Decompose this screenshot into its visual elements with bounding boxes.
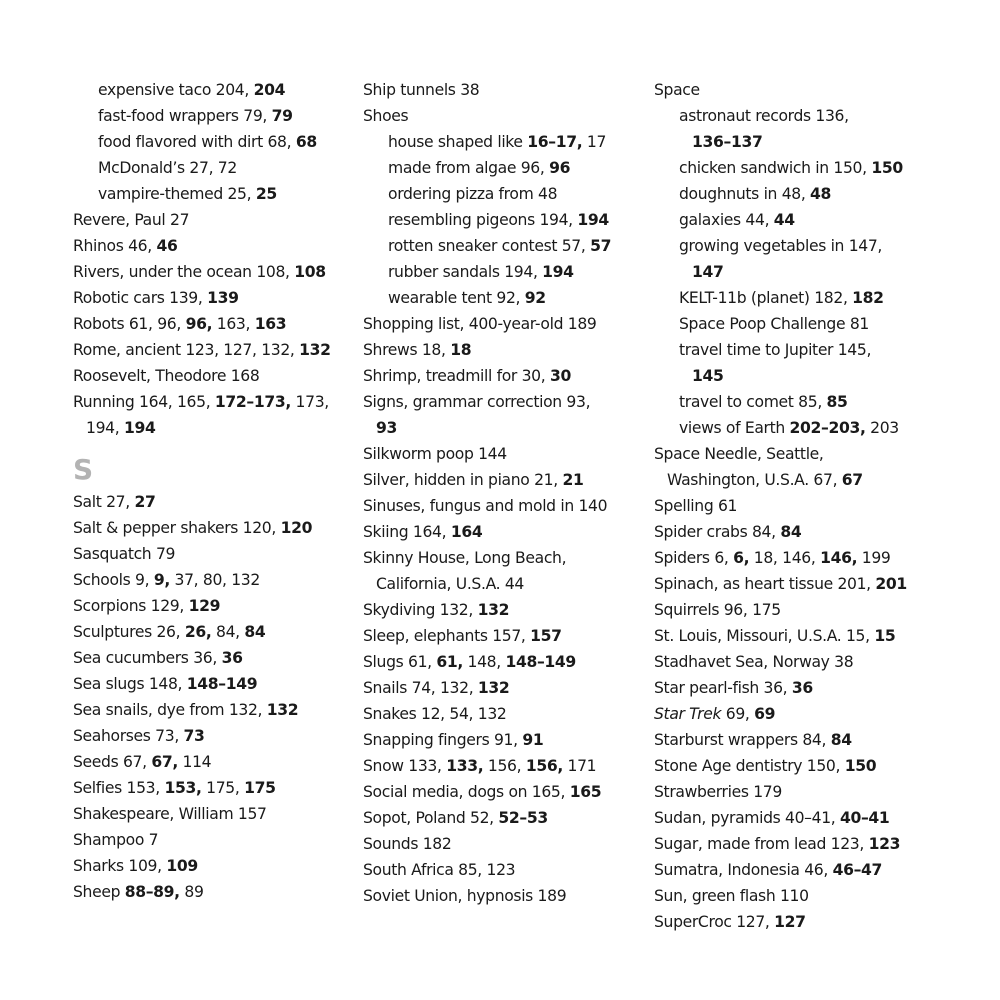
entry-text: Strawberries 179 (654, 783, 782, 801)
page-ref-bold: 148–149 (505, 653, 576, 671)
page-ref-bold: 139 (207, 289, 239, 307)
page-ref-bold: 194 (542, 263, 574, 281)
entry-text: Spider crabs 84, (654, 523, 781, 541)
index-entry (654, 753, 954, 779)
index-column-1 (73, 77, 355, 905)
title-italic: Star Trek (654, 705, 722, 723)
page-ref-bold: 133, (446, 757, 484, 775)
index-subentry (654, 337, 954, 363)
page-ref-bold: 26, (184, 623, 212, 641)
index-subentry (363, 207, 648, 233)
page-ref-bold: 36 (221, 649, 243, 667)
entry-text: Skinny House, Long Beach, (363, 549, 567, 567)
entry-text: 37, 80, 132 (169, 571, 260, 589)
page-ref-bold: 132 (477, 601, 510, 619)
entry-text: Spelling 61 (654, 497, 738, 515)
index-entry (73, 593, 355, 619)
entry-text: Salt & pepper shakers 120, (73, 519, 281, 537)
entry-text: Washington, U.S.A. 67, (667, 471, 842, 489)
entry-text: Selfies 153, (73, 779, 165, 797)
index-subentry (73, 103, 355, 129)
entry-text: travel to comet 85, (679, 393, 827, 411)
index-entry (73, 515, 355, 541)
entry-text: Scorpions 129, (73, 597, 189, 615)
entry-text: Schools 9, (73, 571, 154, 589)
index-entry (73, 801, 355, 827)
index-entry (73, 311, 355, 337)
index-entry (654, 805, 954, 831)
entry-text: rotten sneaker contest 57, (388, 237, 591, 255)
page-ref-bold: 27 (134, 493, 156, 511)
index-column-2 (363, 77, 648, 909)
entry-text: Salt 27, (73, 493, 135, 511)
page-ref-bold: 150 (844, 757, 877, 775)
entry-text: Slugs 61, (363, 653, 437, 671)
index-subentry (654, 415, 954, 441)
index-entry (73, 337, 355, 363)
entry-text: 199 (857, 549, 891, 567)
index-entry (363, 597, 648, 623)
index-entry (73, 853, 355, 879)
index-subentry (73, 181, 355, 207)
index-entry (654, 649, 954, 675)
entry-text: 18, 146, (749, 549, 821, 567)
entry-text: growing vegetables in 147, (679, 237, 883, 255)
index-subentry (654, 155, 954, 181)
entry-text: McDonald’s 27, 72 (98, 159, 237, 177)
index-entry (363, 77, 648, 103)
entry-text: 84, (211, 623, 245, 641)
index-entry (73, 233, 355, 259)
index-entry (73, 567, 355, 593)
index-entry (654, 883, 954, 909)
page-ref-bold: 92 (524, 289, 546, 307)
index-entry (363, 103, 648, 129)
page-ref-bold: 132 (266, 701, 299, 719)
index-entry-continuation (654, 467, 954, 493)
entry-text: Shampoo 7 (73, 831, 159, 849)
page-ref-bold: 157 (530, 627, 562, 645)
index-subentry (654, 285, 954, 311)
entry-text: travel time to Jupiter 145, (679, 341, 872, 359)
index-entry (73, 671, 355, 697)
page-ref-bold: 96, (185, 315, 213, 333)
page-ref-bold: 175 (244, 779, 276, 797)
index-entry (73, 749, 355, 775)
index-subentry (654, 103, 954, 129)
entry-text: Rhinos 46, (73, 237, 157, 255)
index-entry (363, 805, 648, 831)
section-letter-heading: S (73, 453, 94, 486)
entry-text: chicken sandwich in 150, (679, 159, 872, 177)
entry-text: wearable tent 92, (388, 289, 525, 307)
index-entry (73, 207, 355, 233)
entry-text: Social media, dogs on 165, (363, 783, 570, 801)
page-ref-bold: 93 (376, 419, 398, 437)
page-ref-bold: 68 (295, 133, 317, 151)
entry-text: 175, (201, 779, 245, 797)
entry-text: Sasquatch 79 (73, 545, 176, 563)
entry-text: Sounds 182 (363, 835, 452, 853)
page-ref-bold: 129 (188, 597, 221, 615)
entry-text: Star pearl-fish 36, (654, 679, 792, 697)
entry-text: Starburst wrappers 84, (654, 731, 831, 749)
index-subentry (363, 285, 648, 311)
entry-text: made from algae 96, (388, 159, 550, 177)
entry-text: ordering pizza from 48 (388, 185, 558, 203)
entry-text: Stone Age dentistry 150, (654, 757, 845, 775)
index-column-3 (654, 77, 954, 935)
index-entry (654, 77, 954, 103)
index-entry (654, 675, 954, 701)
page-ref-bold: 146, (820, 549, 858, 567)
page-ref-bold: 16–17, (527, 133, 583, 151)
page-ref-bold: 57 (590, 237, 612, 255)
page-ref-bold: 172–173, (214, 393, 291, 411)
page-ref-bold: 120 (280, 519, 313, 537)
entry-text: 173, (290, 393, 329, 411)
entry-text: 148, (462, 653, 506, 671)
index-subentry-continuation (654, 129, 954, 155)
index-subentry-continuation (654, 259, 954, 285)
entry-text: Shoes (363, 107, 409, 125)
entry-text: Sugar, made from lead 123, (654, 835, 869, 853)
page-ref-bold: 61, (436, 653, 463, 671)
entry-text: Space (654, 81, 700, 99)
entry-text: views of Earth (679, 419, 790, 437)
entry-text: Soviet Union, hypnosis 189 (363, 887, 567, 905)
index-entry (73, 775, 355, 801)
index-entry (363, 883, 648, 909)
entry-text: food flavored with dirt 68, (98, 133, 296, 151)
index-entry (654, 623, 954, 649)
index-entry (654, 727, 954, 753)
index-entry (654, 701, 954, 727)
entry-text: 17 (582, 133, 607, 151)
entry-text: Sea snails, dye from 132, (73, 701, 267, 719)
index-entry (654, 857, 954, 883)
entry-text: 194, (86, 419, 124, 437)
index-entry (363, 649, 648, 675)
page-ref-bold: 21 (562, 471, 584, 489)
entry-text: Sculptures 26, (73, 623, 185, 641)
index-entry-continuation (363, 571, 648, 597)
index-entry (654, 545, 954, 571)
index-entry (363, 337, 648, 363)
index-entry (654, 597, 954, 623)
index-entry (73, 541, 355, 567)
index-entry (363, 727, 648, 753)
index-subentry (73, 129, 355, 155)
index-subentry-continuation (654, 363, 954, 389)
page-ref-bold: 67, (151, 753, 178, 771)
page-ref-bold: 163 (254, 315, 287, 333)
entry-text: Shopping list, 400-year-old 189 (363, 315, 597, 333)
index-entry (654, 441, 954, 467)
page-ref-bold: 84 (780, 523, 802, 541)
page-ref-bold: 153, (164, 779, 202, 797)
page-ref-bold: 194 (123, 419, 156, 437)
index-subentry (363, 181, 648, 207)
page-ref-bold: 84 (244, 623, 266, 641)
entry-text: 69, (721, 705, 755, 723)
index-entry (73, 879, 355, 905)
entry-text: Spiders 6, (654, 549, 734, 567)
entry-text: Running 164, 165, (73, 393, 215, 411)
entry-text: KELT-11b (planet) 182, (679, 289, 853, 307)
index-subentry (363, 233, 648, 259)
entry-text: resembling pigeons 194, (388, 211, 578, 229)
page-ref-bold: 9, (153, 571, 170, 589)
page-ref-bold: 79 (271, 107, 293, 125)
page-ref-bold: 73 (183, 727, 205, 745)
page-ref-bold: 164 (450, 523, 483, 541)
page-ref-bold: 52–53 (498, 809, 548, 827)
index-subentry (363, 259, 648, 285)
page-ref-bold: 109 (166, 857, 198, 875)
page-ref-bold: 67 (841, 471, 863, 489)
entry-text: Snow 133, (363, 757, 447, 775)
entry-text: Ship tunnels 38 (363, 81, 480, 99)
index-entry (73, 489, 355, 515)
index-entry (363, 831, 648, 857)
entry-text: house shaped like (388, 133, 528, 151)
entry-text: Spinach, as heart tissue 201, (654, 575, 876, 593)
page-ref-bold: 69 (754, 705, 776, 723)
index-subentry (73, 155, 355, 181)
entry-text: Sheep (73, 883, 125, 901)
page-ref-bold: 15 (874, 627, 896, 645)
page-ref-bold: 147 (692, 263, 724, 281)
entry-text: Snails 74, 132, (363, 679, 478, 697)
index-entry (654, 519, 954, 545)
entry-text: California, U.S.A. 44 (376, 575, 524, 593)
entry-text: SuperCroc 127, (654, 913, 775, 931)
index-entry (363, 389, 648, 415)
index-entry (363, 311, 648, 337)
index-entry (73, 827, 355, 853)
page-ref-bold: 201 (875, 575, 907, 593)
page-ref-bold: 6, (733, 549, 750, 567)
entry-text: 171 (562, 757, 597, 775)
entry-text: Seahorses 73, (73, 727, 184, 745)
entry-text: Signs, grammar correction 93, (363, 393, 591, 411)
entry-text: Shakespeare, William 157 (73, 805, 267, 823)
page-ref-bold: 48 (810, 185, 832, 203)
entry-text: Sinuses, fungus and mold in 140 (363, 497, 608, 515)
page-ref-bold: 84 (830, 731, 852, 749)
index-subentry (73, 77, 355, 103)
entry-text: Sumatra, Indonesia 46, (654, 861, 833, 879)
index-subentry (363, 129, 648, 155)
entry-text: Revere, Paul 27 (73, 211, 190, 229)
index-entry (73, 723, 355, 749)
entry-text: Skydiving 132, (363, 601, 478, 619)
index-entry (363, 441, 648, 467)
entry-text: Sun, green flash 110 (654, 887, 809, 905)
entry-text: Snapping fingers 91, (363, 731, 523, 749)
page-ref-bold: 132 (477, 679, 510, 697)
index-subentry (654, 311, 954, 337)
page-ref-bold: 44 (773, 211, 795, 229)
entry-text: Skiing 164, (363, 523, 451, 541)
page-ref-bold: 18 (450, 341, 472, 359)
page-ref-bold: 88–89, (124, 883, 180, 901)
entry-text: Space Poop Challenge 81 (679, 315, 869, 333)
entry-text: Sharks 109, (73, 857, 167, 875)
index-entry (73, 645, 355, 671)
index-entry (363, 701, 648, 727)
entry-text: Squirrels 96, 175 (654, 601, 781, 619)
page-ref-bold: 46 (156, 237, 178, 255)
entry-text: doughnuts in 48, (679, 185, 811, 203)
page-ref-bold: 165 (569, 783, 602, 801)
page-ref-bold: 30 (549, 367, 571, 385)
index-entry-continuation (363, 415, 648, 441)
entry-text: Roosevelt, Theodore 168 (73, 367, 260, 385)
entry-text: Seeds 67, (73, 753, 152, 771)
page-ref-bold: 156, (525, 757, 563, 775)
page-ref-bold: 145 (692, 367, 724, 385)
page-ref-bold: 127 (774, 913, 806, 931)
page-ref-bold: 194 (577, 211, 609, 229)
entry-text: Sleep, elephants 157, (363, 627, 531, 645)
entry-text: 114 (177, 753, 212, 771)
index-entry (363, 519, 648, 545)
page-ref-bold: 202–203, (789, 419, 866, 437)
page-ref-bold: 40–41 (839, 809, 890, 827)
index-entry (363, 493, 648, 519)
index-entry (654, 831, 954, 857)
page-ref-bold: 136–137 (692, 133, 763, 151)
entry-text: Robotic cars 139, (73, 289, 208, 307)
page-ref-bold: 91 (522, 731, 544, 749)
index-entry (73, 619, 355, 645)
page-ref-bold: 108 (294, 263, 326, 281)
entry-text: South Africa 85, 123 (363, 861, 516, 879)
index-subentry (654, 181, 954, 207)
index-entry (363, 857, 648, 883)
entry-text: Sudan, pyramids 40–41, (654, 809, 840, 827)
entry-text: astronaut records 136, (679, 107, 849, 125)
index-entry (363, 779, 648, 805)
entry-text: Robots 61, 96, (73, 315, 186, 333)
entry-text: 89 (179, 883, 204, 901)
entry-text: St. Louis, Missouri, U.S.A. 15, (654, 627, 875, 645)
index-subentry (363, 155, 648, 181)
index-entry (654, 493, 954, 519)
index-entry (363, 675, 648, 701)
entry-text: Rome, ancient 123, 127, 132, (73, 341, 300, 359)
index-entry (73, 697, 355, 723)
index-entry (73, 259, 355, 285)
page-ref-bold: 25 (255, 185, 277, 203)
index-entry (363, 753, 648, 779)
entry-text: vampire-themed 25, (98, 185, 256, 203)
page-ref-bold: 132 (299, 341, 331, 359)
entry-text: 163, (212, 315, 255, 333)
entry-text: Shrews 18, (363, 341, 451, 359)
index-entry (654, 779, 954, 805)
page-ref-bold: 182 (852, 289, 884, 307)
page-ref-bold: 150 (871, 159, 903, 177)
page-ref-bold: 36 (791, 679, 813, 697)
entry-text: Sea cucumbers 36, (73, 649, 222, 667)
entry-text: Rivers, under the ocean 108, (73, 263, 295, 281)
entry-text: 203 (865, 419, 899, 437)
entry-text: Shrimp, treadmill for 30, (363, 367, 550, 385)
entry-text: expensive taco 204, (98, 81, 254, 99)
page-ref-bold: 123 (868, 835, 901, 853)
index-entry (654, 571, 954, 597)
index-subentry (654, 233, 954, 259)
entry-text: Sopot, Poland 52, (363, 809, 499, 827)
index-entry (73, 285, 355, 311)
index-subentry (654, 389, 954, 415)
index-entry-continuation (73, 415, 355, 441)
entry-text: Snakes 12, 54, 132 (363, 705, 507, 723)
entry-text: 156, (483, 757, 526, 775)
entry-text: Stadhavet Sea, Norway 38 (654, 653, 854, 671)
entry-text: rubber sandals 194, (388, 263, 543, 281)
index-subentry (654, 207, 954, 233)
entry-text: Silver, hidden in piano 21, (363, 471, 563, 489)
entry-text: Silkworm poop 144 (363, 445, 507, 463)
page-ref-bold: 96 (549, 159, 571, 177)
index-entry (73, 363, 355, 389)
entry-text: Sea slugs 148, (73, 675, 187, 693)
page-ref-bold: 85 (826, 393, 848, 411)
page-ref-bold: 46–47 (832, 861, 883, 879)
index-entry (363, 467, 648, 493)
page-ref-bold: 148–149 (186, 675, 258, 693)
index-entry (363, 545, 648, 571)
page-ref-bold: 204 (253, 81, 286, 99)
entry-text: fast-food wrappers 79, (98, 107, 272, 125)
index-entry (654, 909, 954, 935)
index-entry (73, 389, 355, 415)
entry-text: Space Needle, Seattle, (654, 445, 824, 463)
index-entry (363, 363, 648, 389)
entry-text: galaxies 44, (679, 211, 774, 229)
index-entry (363, 623, 648, 649)
